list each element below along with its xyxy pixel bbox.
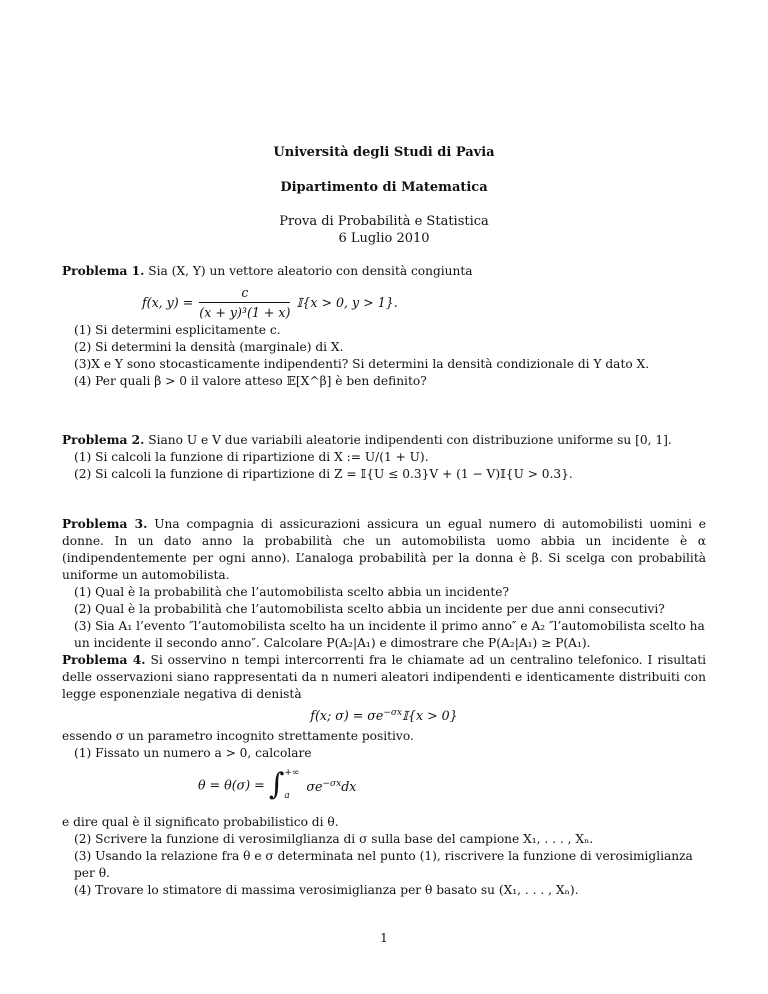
formula-indicator: 𝕀{x > 0, y > 1}. bbox=[296, 295, 398, 310]
exam-title: Prova di Probabilità e Statistica bbox=[279, 214, 489, 229]
question-item: (2) Scrivere la funzione di verosimilglianza di σ sulla base del campione X₁, . . . , Xₙ. bbox=[74, 832, 594, 847]
problem-3 bbox=[62, 516, 706, 652]
question-item: (2) Si calcoli la funzione di ripartizione di Z = 𝕀{U ≤ 0.3}V + (1 − V)𝕀{U > 0.3}. bbox=[74, 467, 573, 481]
question-item: (3) Sia A₁ l’evento ″l’automobilista scelto ha un incidente il primo anno″ e A₂ ″l’automobilista scelto ha un incidente il secondo anno″. Calcolare P(A₂|A₁) e dimostrare che P(A₂|A₁) ≥ P(A₁). bbox=[74, 619, 705, 650]
question-item: (2) Qual è la probabilità che l’automobilista scelto abbia un incidente per due anni consecutivi? bbox=[74, 602, 665, 616]
exam-date: 6 Luglio 2010 bbox=[338, 231, 430, 246]
question-item: (1) Si determini esplicitamente c. bbox=[74, 323, 281, 337]
question-item: (1) Si calcoli la funzione di ripartizione di X := U/(1 + U). bbox=[74, 450, 429, 464]
problem-4-intro: Si osservino n tempi intercorrenti fra le chiamate ad un centralino telefonico. I risultati delle osservazioni siano rappresentati da n numeri aleatori indipendenti e identicamente distribuiti con legge esponenziale negativa di denistà bbox=[62, 653, 706, 701]
formula-fraction bbox=[199, 284, 290, 321]
question-item: (2) Si determini la densità (marginale) di X. bbox=[74, 340, 344, 354]
integral-lower-limit: a bbox=[284, 791, 290, 802]
density-base: f(x; σ) = σe bbox=[310, 708, 384, 724]
integral-upper-limit: +∞ bbox=[284, 768, 300, 779]
problem-2-intro: Siano U e V due variabili aleatorie indipendenti con distribuzione uniforme su [0, 1]. bbox=[148, 433, 672, 447]
problem-4 bbox=[62, 652, 706, 899]
problem-1-questions bbox=[62, 322, 706, 390]
integral-limits bbox=[284, 768, 299, 802]
problem-4-item-1: (1) Fissato un numero a > 0, calcolare bbox=[74, 746, 312, 761]
problem-4-density-formula bbox=[62, 705, 706, 724]
integrand-dx: dx bbox=[341, 778, 357, 794]
problem-1 bbox=[62, 263, 706, 390]
problem-4-theta-meaning: e dire qual è il significato probabilistico di θ. bbox=[62, 815, 339, 830]
density-exponent: −σx bbox=[383, 708, 403, 718]
integral-sign: ∫ bbox=[268, 767, 285, 803]
problem-3-questions bbox=[62, 584, 706, 652]
department-title: Dipartimento di Matematica bbox=[280, 180, 488, 195]
integrand: σe bbox=[306, 778, 323, 794]
university-title: Università degli Studi di Pavia bbox=[273, 145, 495, 160]
problem-3-title: Problema 3. bbox=[62, 517, 148, 531]
problem-4-title: Problema 4. bbox=[62, 653, 146, 667]
problem-2-title: Problema 2. bbox=[62, 433, 145, 447]
formula-denominator: (x + y)³(1 + x) bbox=[199, 305, 291, 320]
problem-4-questions bbox=[62, 831, 706, 899]
integrand-exponent: −σx bbox=[322, 778, 342, 789]
problem-1-density-formula bbox=[142, 284, 706, 318]
question-item: (4) Trovare lo stimatore di massima verosimiglianza per θ basato su (X₁, . . . , Xₙ). bbox=[74, 883, 579, 898]
problem-3-intro: Una compagnia di assicurazioni assicura un egual numero di automobilisti uomini e donne. In un dato anno la probabilità che un automobilista uomo abbia un incidente è α (indipendentemente per ogni anno). L’analoga probabilità per la donna è β. Si scelga con probabilità uniforme un automobilista. bbox=[62, 517, 706, 582]
question-item: (3) Usando la relazione fra θ e σ determinata nel punto (1), riscrivere la funzione di verosimiglianza per θ. bbox=[74, 849, 693, 881]
page-number: 1 bbox=[380, 931, 388, 945]
question-item: (4) Per quali β > 0 il valore atteso 𝔼[X^β] è ben definito? bbox=[74, 374, 427, 388]
problem-2 bbox=[62, 432, 706, 483]
formula-numerator: c bbox=[199, 284, 290, 303]
problem-1-intro: Sia (X, Y) un vettore aleatorio con densità congiunta bbox=[148, 264, 473, 278]
problem-2-questions bbox=[62, 449, 706, 483]
formula-lhs: f(x, y) = bbox=[142, 295, 194, 310]
question-item: (1) Qual è la probabilità che l’automobilista scelto abbia un incidente? bbox=[74, 585, 510, 599]
question-item: (3)X e Y sono stocasticamente indipendenti? Si determini la densità condizionale di Y dato X. bbox=[74, 357, 650, 371]
problem-4-theta-formula bbox=[198, 768, 706, 808]
theta-lhs: θ = θ(σ) = bbox=[198, 777, 265, 793]
problem-4-parameter-note: essendo σ un parametro incognito strettamente positivo. bbox=[62, 729, 414, 744]
density-indicator: 𝕀{x > 0} bbox=[402, 708, 458, 724]
problem-1-title: Problema 1. bbox=[62, 264, 145, 278]
